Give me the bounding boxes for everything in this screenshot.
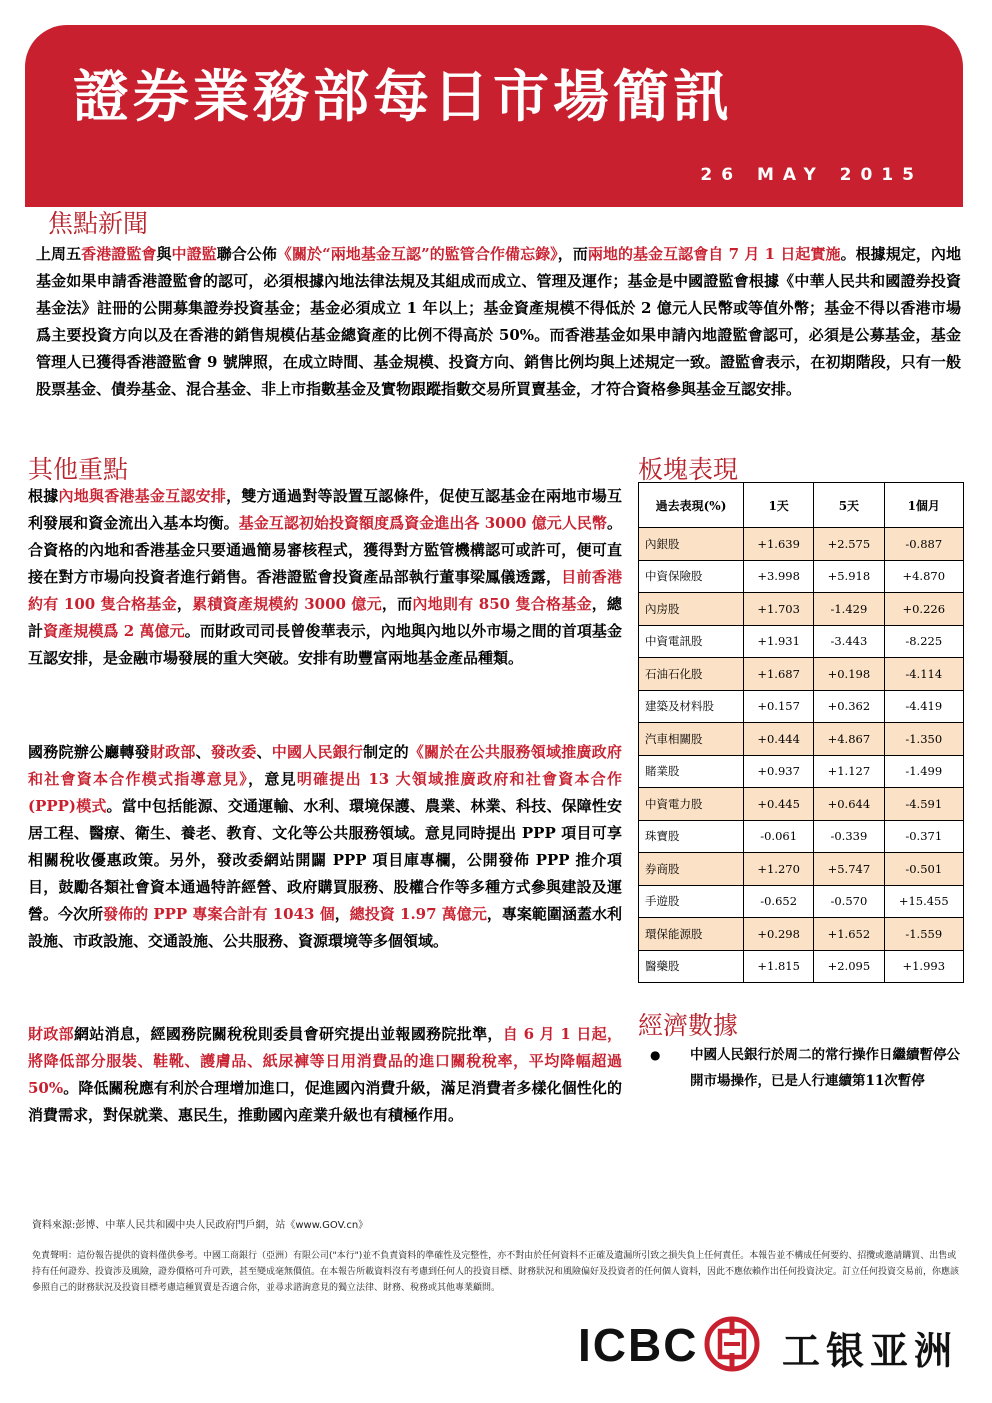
table-row [639,918,964,951]
table-row [639,885,964,918]
table-row [639,950,964,983]
highlighted-text: 基金互認初始投資額度爲資金進出各 3000 億元人民幣 [238,514,607,532]
logo-wordmark-latin: ICBC [578,1319,699,1371]
table-row [639,820,964,853]
change-1m-cell: -1.499 [884,755,964,788]
change-5d-cell: +2.575 [814,528,884,561]
sector-name-cell: 石油石化股 [639,658,744,691]
body-text: 、 [256,743,272,761]
body-text: ，而 [381,595,413,613]
column-header-period: 過去表現(%) [639,483,744,528]
change-5d-cell: -3.443 [814,625,884,658]
body-text: 網站消息，經國務院關稅稅則委員會研究提出並報國務院批準， [73,1025,503,1043]
change-1d-cell: -0.652 [744,885,814,918]
change-1d-cell: +0.444 [744,723,814,756]
change-1m-cell: +15.455 [884,885,964,918]
change-1m-cell: +0.226 [884,593,964,626]
report-date: 26 MAY 2015 [700,165,923,185]
icbc-asia-logo [578,1316,964,1374]
focus-news-paragraph [36,241,961,403]
change-5d-cell: +4.867 [814,723,884,756]
other-paragraph-fund-recognition [28,483,622,672]
change-1d-cell: +0.937 [744,755,814,788]
change-1m-cell: -0.887 [884,528,964,561]
highlighted-text: 發佈的 PPP 專案合計有 1043 個 [103,905,335,923]
table-row [639,528,964,561]
body-text: 國務院辦公廳轉發 [28,743,150,761]
body-text: ，而 [557,245,588,263]
change-1d-cell: +1.687 [744,658,814,691]
icbc-emblem-icon [704,1316,760,1372]
highlighted-text: 資產規模爲 2 萬億元 [43,622,185,640]
body-text: ，雙方通過對等設置互認條件，促使互認基金在兩地市場互利發展和資金流出入基本均衡。 [28,487,622,532]
table-row [639,723,964,756]
change-1m-cell: -4.114 [884,658,964,691]
sector-name-cell: 汽車相關股 [639,723,744,756]
change-1d-cell: +1.639 [744,528,814,561]
table-row [639,593,964,626]
change-1m-cell: +4.870 [884,560,964,593]
highlighted-text: 中證監 [171,245,217,263]
sector-name-cell: 建築及材料股 [639,690,744,723]
column-header-5d: 5天 [814,483,884,528]
table-row [639,853,964,886]
change-1d-cell: +3.998 [744,560,814,593]
body-text: 。根據規定，內地基金如果申請香港證監會的認可，必須根據內地法律法規及其組成而成立、管理及運作；基金是中國證監會根據《中華人民共和國證券投資基金法》註冊的公開募集證券投資基金；基金必須成立 1 年以上；基金資產規模不得低於 2 億元人民幣或等值外幣；基金不得以香港市場爲主要投資方向以及在香港的銷售規模佔基金總資產的比例不得高於 50%。而香港基金如果申請內地證監會認可，必須是公募基金，基金管理人已獲得香港證監會 9 號牌照，在成立時間、基金規模、投資方向、銷售比例均與上述規定一致。證監會表示，在初期階段，只有一般股票基金、債券基金、混合基金、非上市指數基金及實物跟蹤指數交易所買賣基金，才符合資格參與基金互認安排。 [36,245,961,398]
focus-news-heading: 焦點新聞 [48,209,149,238]
body-text: 。合資格的內地和香港基金只要通過簡易審核程式，獲得對方監管機構認可或許可，便可直接在對方市場向投資者進行銷售。香港證監會投資產品部執行董事梁鳳儀透露， [28,514,622,586]
body-text: ，專案範圍涵蓋水利設施、市政設施、交通設施、公共服務、資源環境等多個領域。 [28,905,622,950]
change-1m-cell: -8.225 [884,625,964,658]
highlighted-text: 內地與香港基金互認安排 [58,487,227,505]
header-banner [25,25,963,207]
body-text: 聯合公佈 [216,245,277,263]
bullet-icon: ● [650,1048,661,1062]
change-5d-cell: -0.570 [814,885,884,918]
highlighted-text: 總投資 1.97 萬億元 [349,905,487,923]
change-5d-cell: -0.339 [814,820,884,853]
change-1m-cell: -1.559 [884,918,964,951]
sector-name-cell: 手遊股 [639,885,744,918]
sector-performance-heading: 板塊表現 [638,455,739,484]
body-text: ， [176,595,193,613]
sector-performance-table [638,482,964,983]
table-row [639,560,964,593]
sector-name-cell: 中資電力股 [639,788,744,821]
body-text: 制定的 [363,743,409,761]
highlighted-text: 中國人民銀行 [271,743,364,761]
table-row [639,755,964,788]
body-text: 、 [195,743,211,761]
change-1d-cell: +1.931 [744,625,814,658]
column-header-1m: 1個月 [884,483,964,528]
highlighted-text: 兩地的基金互認會自 7 月 1 日起實施 [587,245,841,263]
body-text: 。而財政司司長曾俊華表示，內地與內地以外市場之間的首項基金互認安排，是金融市場發展的重大突破。安排有助豐富兩地基金產品種類。 [28,622,622,667]
change-1m-cell: -4.419 [884,690,964,723]
disclaimer: 免責聲明：這份報告提供的資料僅供參考。中國工商銀行（亞洲）有限公司("本行")並不負責資料的準確性及完整性，亦不對由於任何資料不正確及遺漏所引致之損失負上任何責任。本報告並不構成任何要約、招攬或邀請購買、出售或持有任何證券、投資涉及風險，證券價格可升可跌，甚至變成毫無價值。在本報告所載資料沒有考慮到任何人的投資目標、財務狀況和風險偏好及投資者的任何個人資料，因此不應依賴作出任何投資決定。訂立任何投資交易前，你應該參照自己的財務狀況及投資目標考慮這種買賣是否適合你，並尋求諮詢意見的獨立法律、財務、稅務或其他專業顧問。 [32,1251,960,1293]
economic-data-heading: 經濟數據 [638,1011,739,1040]
change-5d-cell: +1.652 [814,918,884,951]
other-highlights-heading: 其他重點 [28,455,129,484]
sector-name-cell: 中資電訊股 [639,625,744,658]
sector-name-cell: 內銀股 [639,528,744,561]
table-header-row [639,483,964,528]
sector-name-cell: 賭業股 [639,755,744,788]
change-1m-cell: -4.591 [884,788,964,821]
change-5d-cell: -1.429 [814,593,884,626]
highlighted-text: 目前香港約有 100 隻合格基金 [28,568,622,613]
change-5d-cell: +2.095 [814,950,884,983]
change-5d-cell: +0.198 [814,658,884,691]
table-row [639,690,964,723]
change-1m-cell: -0.371 [884,820,964,853]
highlighted-text: 發改委 [210,743,257,761]
change-1d-cell: +1.703 [744,593,814,626]
body-text: 。降低關稅應有利於合理增加進口，促進國內消費升級，滿足消費者多樣化個性化的消費需求，對保就業、惠民生，推動國內産業升級也有積極作用。 [28,1079,622,1124]
other-paragraph-ppp [28,739,622,955]
highlighted-text: 自 6 月 1 日起，將降低部分服裝、鞋靴、護膚品、紙尿褲等日用消費品的進口關稅稅率，平均降幅超過 50% [28,1025,622,1097]
change-1d-cell: +0.298 [744,918,814,951]
highlighted-text: 《關於在公共服務領域推廣政府和社會資本合作模式指導意見》 [28,743,622,788]
body-text: ，意見 [248,770,297,788]
change-1m-cell: -0.501 [884,853,964,886]
table-row [639,658,964,691]
highlighted-text: 財政部 [149,743,196,761]
highlighted-text: 明確提出 13 大領域推廣政府和社會資本合作(PPP)模式 [28,770,622,815]
column-header-1d: 1天 [744,483,814,528]
change-1m-cell: +1.993 [884,950,964,983]
change-5d-cell: +0.362 [814,690,884,723]
body-text: 與 [156,245,172,263]
change-5d-cell: +5.918 [814,560,884,593]
change-5d-cell: +5.747 [814,853,884,886]
body-text: 。當中包括能源、交通運輸、水利、環境保護、農業、林業、科技、保障性安居工程、醫療、衛生、養老、教育、文化等公共服務領域。意見同時提出 PPP 項目可享相關稅收優惠政策。另外，發改委網站開闢 PPP 項目庫專欄，公開發佈 PPP 推介項目，鼓勵各類社會資本通過特許經營、政府購買服務、股權合作等多種方式參與建設及運營。今次所 [28,797,622,923]
highlighted-text: 累積資產規模約 3000 億元 [192,595,382,613]
logo-wordmark-chinese: 工银亚洲 [782,1329,959,1373]
body-text: ，總計 [28,595,622,640]
sector-name-cell: 中資保險股 [639,560,744,593]
sector-name-cell: 內房股 [639,593,744,626]
change-1m-cell: -1.350 [884,723,964,756]
sector-name-cell: 珠寶股 [639,820,744,853]
sector-name-cell: 醫藥股 [639,950,744,983]
change-5d-cell: +1.127 [814,755,884,788]
table-row [639,625,964,658]
body-text: 根據 [28,487,59,505]
body-text: 上周五 [36,245,82,263]
highlighted-text: 《關於“兩地基金互認”的監管合作備忘錄》 [276,245,558,263]
table-row [639,788,964,821]
highlighted-text: 內地則有 850 隻合格基金 [412,595,592,613]
highlighted-text: 香港證監會 [81,245,157,263]
sector-name-cell: 環保能源股 [639,918,744,951]
change-5d-cell: +0.644 [814,788,884,821]
sector-table-body [639,528,964,983]
change-1d-cell: +1.815 [744,950,814,983]
body-text: ， [334,905,350,923]
change-1d-cell: +0.445 [744,788,814,821]
data-source-note: 資料來源:彭博、中華人民共和國中央人民政府門戶網，站《www.GOV.cn》 [32,1220,369,1231]
economic-data-item: 中國人民銀行於周二的常行操作日繼續暫停公開市場操作，已是人行連續第11次暫停 [690,1047,960,1089]
highlighted-text: 財政部 [28,1025,74,1043]
change-1d-cell: +1.270 [744,853,814,886]
change-1d-cell: +0.157 [744,690,814,723]
page-title: 證券業務部每日市場簡訊 [73,64,733,130]
other-paragraph-tariff [28,1021,622,1129]
sector-name-cell: 券商股 [639,853,744,886]
change-1d-cell: -0.061 [744,820,814,853]
